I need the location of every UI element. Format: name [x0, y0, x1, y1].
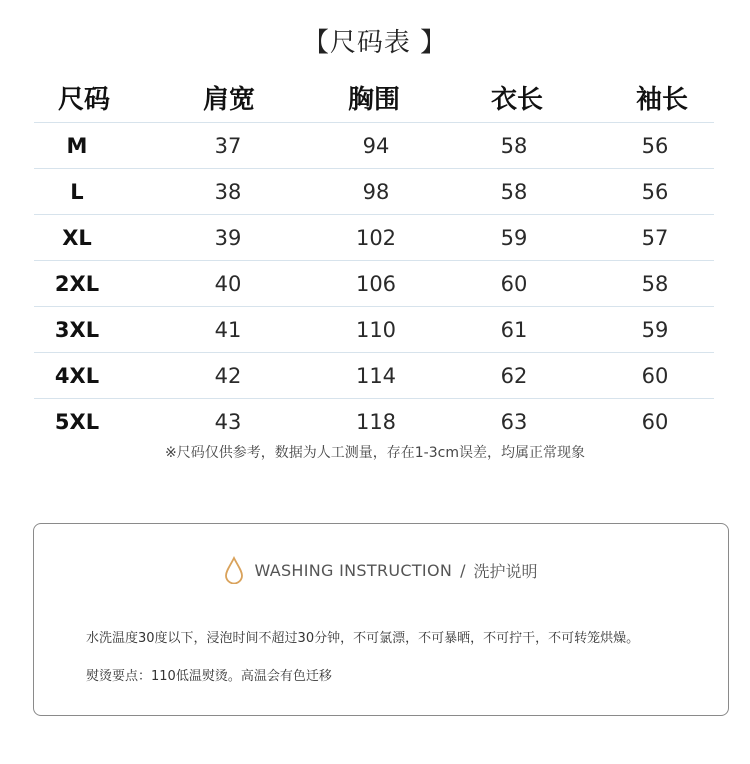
cell-shoulder: 41 [214, 317, 242, 342]
cell-size: XL [62, 225, 92, 250]
water-drop-icon [224, 556, 244, 584]
table-row [34, 260, 714, 306]
cell-sleeve: 56 [641, 179, 669, 204]
cell-size: 5XL [54, 409, 100, 434]
cell-length: 62 [500, 363, 528, 388]
cell-chest: 98 [362, 179, 390, 204]
cell-chest: 102 [355, 225, 397, 250]
cell-shoulder: 40 [214, 271, 242, 296]
cell-sleeve: 59 [641, 317, 669, 342]
table-header-row [34, 72, 714, 122]
cell-size: 4XL [54, 363, 100, 388]
header-shoulder: 肩宽 [202, 84, 255, 115]
size-table [34, 72, 714, 444]
washing-heading [34, 556, 728, 584]
cell-length: 61 [500, 317, 528, 342]
washing-heading-en: WASHING INSTRUCTION [254, 560, 453, 580]
header-chest: 胸围 [347, 84, 400, 115]
cell-sleeve: 60 [641, 363, 669, 388]
table-row [34, 398, 714, 444]
cell-length: 60 [500, 271, 528, 296]
cell-length: 58 [500, 179, 528, 204]
cell-sleeve: 58 [641, 271, 669, 296]
cell-size: M [66, 133, 88, 158]
cell-chest: 106 [355, 271, 397, 296]
washing-heading-separator: / [460, 560, 466, 580]
cell-sleeve: 56 [641, 133, 669, 158]
cell-sleeve: 60 [641, 409, 669, 434]
header-length: 衣长 [490, 84, 543, 115]
size-note: ※尺码仅供参考，数据为人工测量，存在1-3cm误差，均属正常现象 [165, 445, 585, 461]
cell-chest: 110 [355, 317, 397, 342]
table-row [34, 352, 714, 398]
cell-size: 3XL [54, 317, 100, 342]
washing-instruction-box [33, 523, 729, 716]
cell-length: 59 [500, 225, 528, 250]
table-row [34, 168, 714, 214]
table-row [34, 306, 714, 352]
cell-shoulder: 37 [214, 133, 242, 158]
cell-size: 2XL [54, 271, 100, 296]
cell-shoulder: 38 [214, 179, 242, 204]
cell-shoulder: 43 [214, 409, 242, 434]
cell-chest: 118 [355, 409, 397, 434]
cell-shoulder: 42 [214, 363, 242, 388]
cell-shoulder: 39 [214, 225, 242, 250]
cell-size: L [70, 179, 84, 204]
washing-line-ironing: 熨烫要点：110低温熨烫。高温会有色迁移 [86, 669, 332, 684]
cell-chest: 94 [362, 133, 390, 158]
cell-chest: 114 [355, 363, 397, 388]
washing-heading-cn: 洗护说明 [473, 561, 538, 581]
table-row [34, 214, 714, 260]
table-row [34, 122, 714, 168]
cell-sleeve: 57 [641, 225, 669, 250]
header-size: 尺码 [57, 84, 110, 115]
cell-length: 58 [500, 133, 528, 158]
cell-length: 63 [500, 409, 528, 434]
washing-line-temperature: 水洗温度30度以下，浸泡时间不超过30分钟，不可氯漂，不可暴晒，不可拧干，不可转笼烘燥。 [86, 631, 640, 646]
table-body [34, 122, 714, 444]
page-title: 【尺码表 】 [302, 28, 448, 58]
header-sleeve: 袖长 [635, 84, 688, 115]
